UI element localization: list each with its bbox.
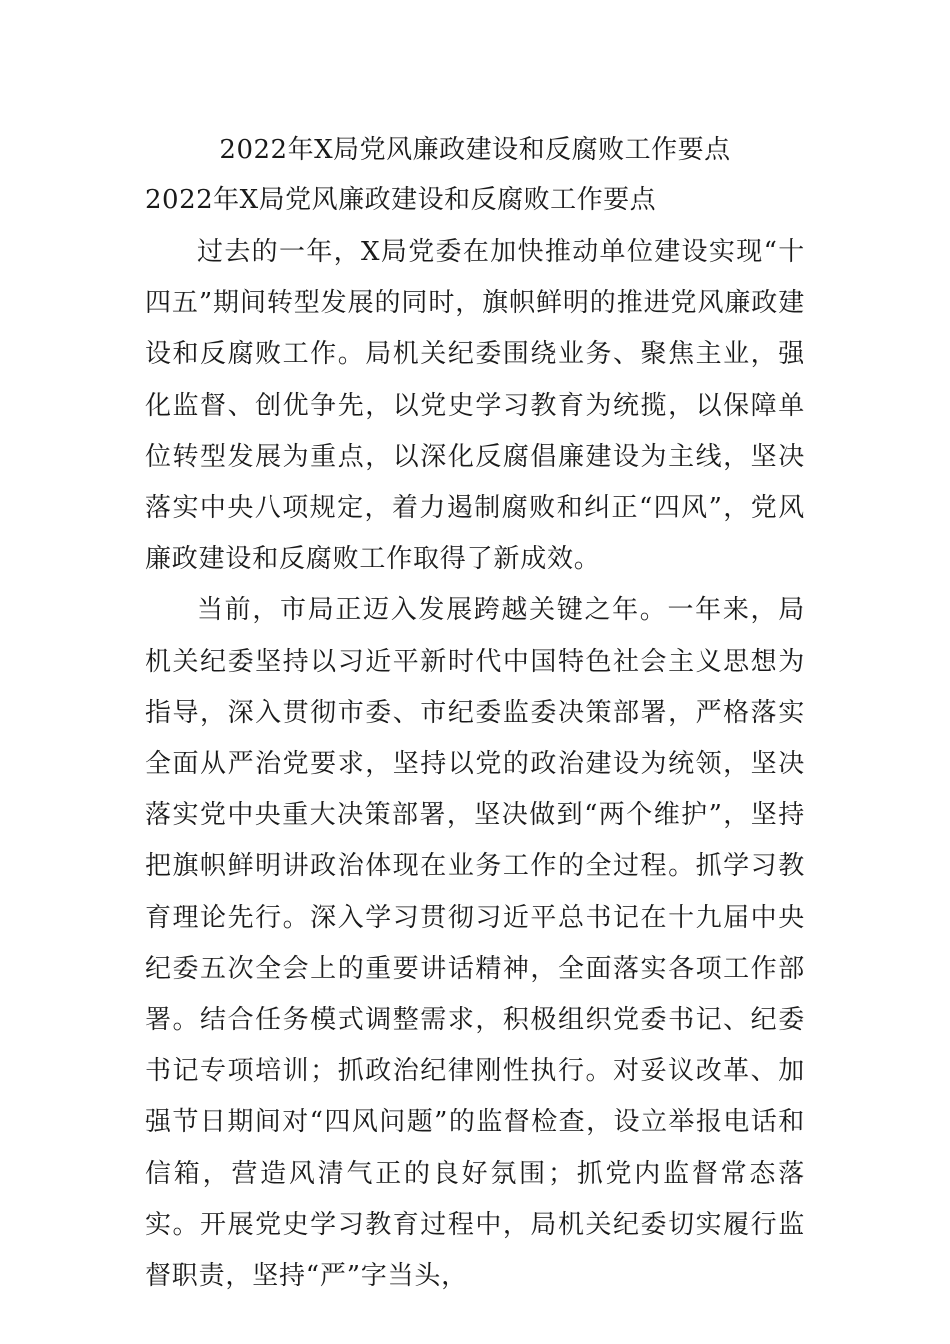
document-body (145, 227, 805, 1302)
document-subtitle: 2022年X局党风廉政建设和反腐败工作要点 (145, 185, 657, 215)
document-title: 2022年X局党风廉政建设和反腐败工作要点 (219, 135, 731, 165)
paragraph-2: 当前，市局正迈入发展跨越关键之年。一年来，局机关纪委坚持以习近平新时代中国特色社会主义思想为指导，深入贯彻市委、市纪委监委决策部署，严格落实全面从严治党要求，坚持以党的政治建设为统领，坚决落实党中央重大决策部署，坚决做到“两个维护”，坚持把旗帜鲜明讲政治体现在业务工作的全过程。抓学习教育理论先行。深入学习贯彻习近平总书记在十九届中央纪委五次全会上的重要讲话精神，全面落实各项工作部署。结合任务模式调整需求，积极组织党委书记、纪委书记专项培训；抓政治纪律刚性执行。对妥议改革、加强节日期间对“四风问题”的监督检查，设立举报电话和信箱，营造风清气正的良好氛围；抓党内监督常态落实。开展党史学习教育过程中，局机关纪委切实履行监督职责，坚持“严”字当头， (145, 595, 805, 1292)
paragraph-1: 过去的一年，X局党委在加快推动单位建设实现“十四五”期间转型发展的同时，旗帜鲜明的推进党风廉政建设和反腐败工作。局机关纪委围绕业务、聚焦主业，强化监督、创优争先，以党史学习教育为统揽，以保障单位转型发展为重点，以深化反腐倡廉建设为主线，坚决落实中央八项规定，着力遏制腐败和纠正“四风”，党风廉政建设和反腐败工作取得了新成效。 (145, 237, 805, 575)
